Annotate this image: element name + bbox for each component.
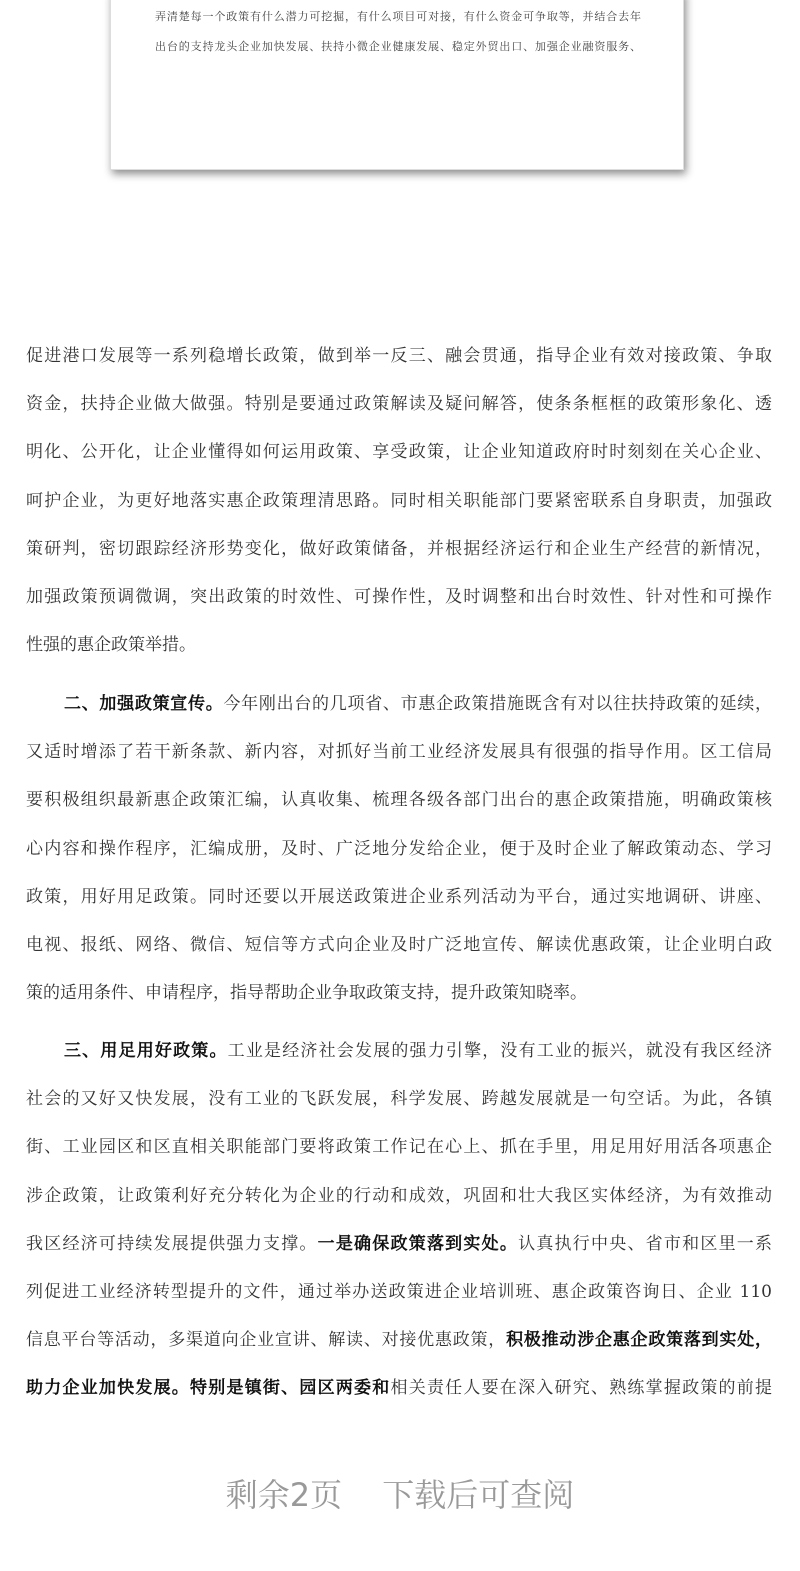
text: 街、工业园区和区直相关职能部门要将政策工作记在心上、抓在手里，用足用好用活各项惠企 xyxy=(26,1137,772,1158)
paragraph-line xyxy=(26,981,772,1005)
paragraph-line xyxy=(26,885,772,909)
paragraph-line xyxy=(26,837,772,861)
paragraph-line xyxy=(26,344,772,368)
paragraph-line xyxy=(26,1280,772,1304)
text: 心内容和操作程序，汇编成册，及时、广泛地分发给企业，便于及时企业了解政策动态、学习 xyxy=(26,838,772,859)
remaining-pages-notice[interactable]: 剩余2页 下载后可查阅 xyxy=(225,1476,575,1514)
paragraph-line xyxy=(26,933,772,957)
paragraph-line xyxy=(64,692,772,716)
text: 认真执行中央、省市和区里一系 xyxy=(518,1233,773,1254)
text: 又适时增添了若干新条款、新内容，对抓好当前工业经济发展具有很强的指导作用。区工信局 xyxy=(26,742,772,763)
bold-text: 积极推动涉企惠企政策落到实处， xyxy=(506,1330,773,1351)
text: 要积极组织最新惠企政策汇编，认真收集、梳理各级各部门出台的惠企政策措施，明确政策核 xyxy=(26,790,772,811)
text: 列促进工业经济转型提升的文件，通过举办送政策进企业培训班、惠企政策咨询日、企业 110 xyxy=(26,1282,772,1302)
bold-text: 三、用足用好政策。 xyxy=(64,1041,228,1061)
paragraph-line xyxy=(26,1087,772,1111)
paragraph-line xyxy=(26,1232,772,1256)
paragraph-line xyxy=(26,585,772,609)
text: 资金，扶持企业做大做强。特别是要通过政策解读及疑问解答，使条条框框的政策形象化、透 xyxy=(26,394,772,415)
text: 政策，用好用足政策。同时还要以开展送政策进企业系列活动为平台，通过实地调研、讲座、 xyxy=(26,886,772,907)
paragraph-line xyxy=(26,1135,772,1159)
paragraph-line xyxy=(26,633,772,657)
text: 工业是经济社会发展的强力引擎，没有工业的振兴，就没有我区经济 xyxy=(227,1041,773,1061)
text: 促进港口发展等一系列稳增长政策，做到举一反三、融会贯通，指导企业有效对接政策、争取 xyxy=(26,346,772,366)
bold-text: 助力企业加快发展。特别是镇街、园区两委和 xyxy=(26,1378,391,1399)
text: 策的适用条件、申请程序，指导帮助企业争取政策支持，提升政策知晓率。 xyxy=(26,983,587,1004)
text: 策研判，密切跟踪经济形势变化，做好政策储备，并根据经济运行和企业生产经营的新情况， xyxy=(26,538,772,559)
text: 明化、公开化，让企业懂得如何运用政策、享受政策，让企业知道政府时时刻刻在关心企业、 xyxy=(26,442,772,463)
text: 呵护企业，为更好地落实惠企政策理清思路。同时相关职能部门要紧密联系自身职责，加强政 xyxy=(26,490,772,511)
paragraph-line xyxy=(26,489,772,513)
text: 涉企政策，让政策利好充分转化为企业的行动和成效，巩固和壮大我区实体经济，为有效推动 xyxy=(26,1185,772,1206)
text: 信息平台等活动，多渠道向企业宣讲、解读、对接优惠政策， xyxy=(26,1330,507,1351)
paragraph-line xyxy=(26,788,772,812)
bold-text: 一是确保政策落到实处。 xyxy=(317,1233,519,1254)
paragraph-line xyxy=(26,392,772,416)
paragraph-line xyxy=(26,1376,772,1400)
paragraph-line xyxy=(26,740,772,764)
paragraph-line xyxy=(64,1039,772,1063)
text: 电视、报纸、网络、微信、短信等方式向企业及时广泛地宣传、解读优惠政策，让企业明白政 xyxy=(26,935,772,955)
text: 社会的又好又快发展，没有工业的飞跃发展，科学发展、跨越发展就是一句空话。为此，各镇 xyxy=(26,1089,772,1110)
paragraph-line xyxy=(26,1328,772,1352)
paragraph-line xyxy=(26,1184,772,1208)
text: 我区经济可持续发展提供强力支撑。 xyxy=(26,1233,318,1254)
text: 相关责任人要在深入研究、熟练掌握政策的前提 xyxy=(390,1378,772,1399)
text: 加强政策预调微调，突出政策的时效性、可操作性，及时调整和出台时效性、针对性和可操作 xyxy=(26,587,772,607)
text: 性强的惠企政策举措。 xyxy=(26,635,196,656)
paragraph-line xyxy=(26,537,772,561)
preview-line: 出台的支持龙头企业加快发展、扶持小微企业健康发展、稳定外贸出口、加强企业融资服务、 xyxy=(155,40,641,53)
text: 今年刚出台的几项省、市惠企政策措施既含有对以往扶持政策的延续， xyxy=(223,694,773,714)
paragraph-line xyxy=(26,440,772,464)
bold-text: 二、加强政策宣传。 xyxy=(64,694,224,714)
preview-line: 弄清楚每一个政策有什么潜力可挖掘，有什么项目可对接，有什么资金可争取等，并结合去年 xyxy=(155,10,641,23)
document-preview-card xyxy=(110,0,684,170)
